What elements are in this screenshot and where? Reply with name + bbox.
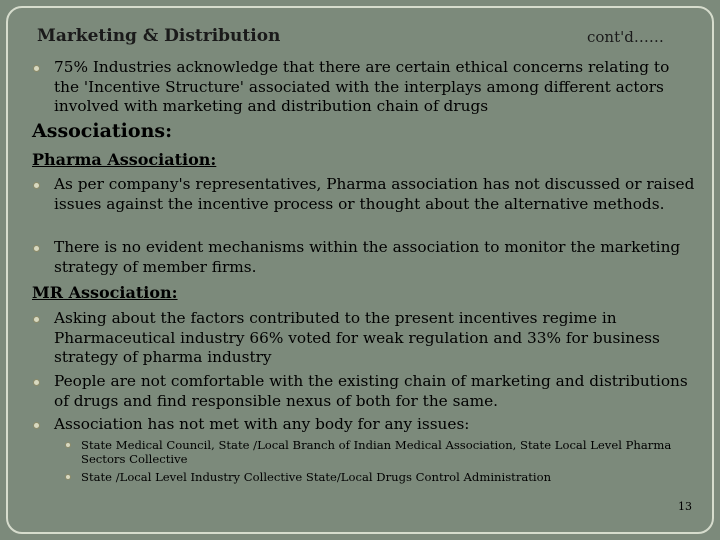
associations-heading: Associations: (32, 120, 173, 142)
mr-association-heading: MR Association: (32, 283, 178, 302)
intro-bullet-text: 75% Industries acknowledge that there are certain ethical concerns relating to the 'Incentive Structure' associated with the interplays among different actors involved with marketing and distribution chain of drugs (54, 58, 670, 115)
intro-bullet (33, 58, 693, 117)
bullet-icon (33, 245, 40, 252)
bullet-icon (33, 379, 40, 386)
sub-bullet-icon (65, 474, 71, 480)
bullet-icon (33, 316, 40, 323)
page-number: 13 (678, 500, 692, 513)
bullet-icon (33, 182, 40, 189)
mr-bullet-1 (33, 309, 695, 368)
mr-bullet-1-text: Asking about the factors contributed to the present incentives regime in Pharmaceutical industry 66% voted for weak regulation and 33% for business strategy of pharma industry (54, 309, 660, 366)
bullet-icon (33, 422, 40, 429)
mr-sub-bullet-1 (65, 438, 685, 466)
continued-label: cont'd…… (587, 28, 664, 46)
mr-bullet-3 (33, 415, 695, 435)
sub-bullet-icon (65, 442, 71, 448)
pharma-bullet-1-text: As per company's representatives, Pharma association has not discussed or raised issues against the incentive process or thought about the alternative methods. (54, 175, 695, 213)
mr-sub-bullet-2 (65, 470, 685, 484)
bullet-icon (33, 65, 40, 72)
mr-bullet-2-text: People are not comfortable with the existing chain of marketing and distributions of drugs and find responsible nexus of both for the same. (54, 372, 688, 410)
slide-title: Marketing & Distribution (37, 26, 281, 46)
mr-bullet-2 (33, 372, 695, 411)
pharma-bullet-2 (33, 238, 695, 277)
mr-sub-bullet-1-text: State Medical Council, State /Local Branch of Indian Medical Association, State Local Level Pharma Sectors Collective (81, 438, 672, 466)
mr-sub-bullet-2-text: State /Local Level Industry Collective State/Local Drugs Control Administration (81, 470, 552, 484)
pharma-bullet-1 (33, 175, 695, 214)
mr-bullet-3-text: Association has not met with any body for any issues: (54, 415, 470, 433)
pharma-bullet-2-text: There is no evident mechanisms within the association to monitor the marketing strategy of member firms. (54, 238, 681, 276)
pharma-association-heading: Pharma Association: (32, 150, 217, 169)
